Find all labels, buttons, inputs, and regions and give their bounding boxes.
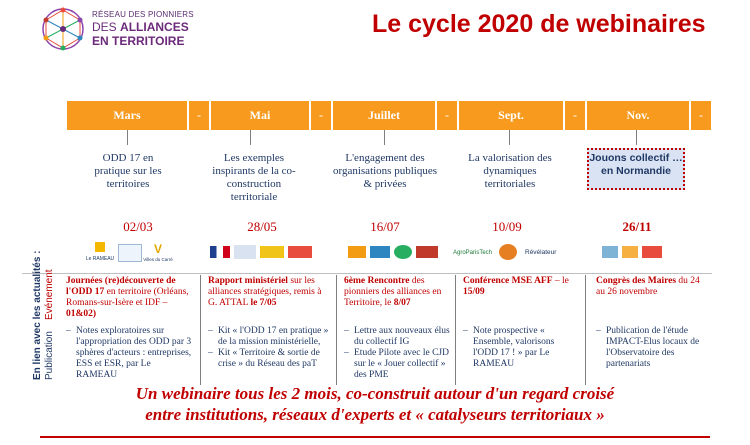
network-globe-icon — [40, 6, 86, 52]
connector-line — [127, 130, 128, 145]
le-rameau-logo-text: Le RAMEAU — [85, 256, 115, 262]
partner-logos-sept — [453, 242, 573, 264]
webinar-topic-juillet: L'engagement des organisations publiques & privées — [333, 152, 437, 190]
event-nov — [596, 276, 708, 298]
publication-text: Note prospective « Ensemble, valorisons l'ODD 17 ! » par Le RAMEAU — [473, 326, 555, 369]
connector-line — [384, 130, 385, 145]
timeline-month-mars: Mars — [113, 108, 141, 122]
partner-logos-nov — [602, 242, 682, 264]
event-date: 15/09 — [463, 287, 485, 297]
side-label-events: Evénement — [44, 269, 55, 320]
webinar-date-juillet: 16/07 — [370, 219, 400, 234]
event-mai — [208, 276, 332, 309]
brand-logo — [40, 6, 240, 52]
publication-text: Notes exploratoires sur l'appropriation des ODD par 3 sphères d'acteurs : entreprises, ESS et ESR, par Le RAMEAU — [76, 326, 192, 380]
publication-item: – Note prospective « Ensemble, valorisons l'ODD 17 ! » par Le RAMEAU — [463, 326, 579, 370]
partner-logo — [642, 246, 662, 258]
timeline-dash: - — [197, 108, 201, 122]
connector-line — [636, 130, 637, 145]
publication-item: – Notes exploratoires sur l'appropriation des ODD par 3 sphères d'acteurs : entreprises, ESS et ESR, par Le RAMEAU — [66, 326, 194, 381]
partner-logos-juillet — [348, 242, 448, 264]
timeline-month-juillet: Juillet — [368, 108, 400, 122]
event-detail: sur les alliances stratégiques, remis à G. ATTAL — [208, 276, 322, 308]
svg-text:V: V — [153, 242, 163, 256]
partner-logo — [348, 246, 366, 258]
event-title: Journées (re)découverte de l'ODD 17 — [66, 276, 176, 297]
column-divider — [200, 275, 201, 385]
publication-text: Kit « l'ODD 17 en pratique » de la mission ministérielle, — [218, 326, 329, 347]
event-detail: – le — [552, 276, 569, 286]
publication-text: Publication de l'étude IMPACT-Elus locaux de l'Observatoire des partenariats — [606, 326, 700, 369]
logo-line-2-prefix: DES — [92, 20, 117, 34]
event-title: Rapport ministériel — [208, 276, 288, 286]
event-date: le 7/05 — [250, 298, 277, 308]
partner-logo — [499, 244, 517, 260]
logo-line-2 — [92, 20, 189, 34]
logo-line-3: EN TERRITOIRE — [92, 34, 185, 48]
column-divider — [585, 275, 586, 385]
timeline-dash: - — [699, 108, 703, 122]
event-title: 6ème Rencontre — [344, 276, 410, 286]
timeline-bar — [67, 101, 711, 130]
publication-item: – Lettre aux nouveaux élus du collectif IG — [344, 326, 450, 347]
partner-logos-mai — [210, 242, 320, 264]
column-divider — [455, 275, 456, 385]
villes-du-carre-logo — [143, 242, 173, 262]
partner-logos-mars — [85, 242, 188, 264]
webinar-date-sept: 10/09 — [492, 219, 522, 234]
publications-nov — [596, 326, 708, 370]
column-divider — [336, 275, 337, 385]
partner-logo — [370, 246, 390, 258]
publications-juillet — [344, 326, 450, 381]
publication-text: Kit « Territoire & sortie de crise » du Réseau des paT — [218, 348, 320, 369]
webinar-date-mars: 02/03 — [123, 219, 153, 234]
publications-mai — [208, 326, 332, 370]
partner-logo — [260, 246, 284, 258]
timeline-month-mai: Mai — [249, 108, 271, 122]
event-juillet — [344, 276, 450, 309]
agroparistech-logo: AgroParisTech — [453, 250, 493, 256]
event-date: 01&02) — [66, 309, 97, 319]
side-label-context: En lien avec les actualités : — [32, 250, 43, 380]
publication-item: – Etude Pilote avec le CJD sur le « Jouer collectif » des PME — [344, 348, 449, 380]
timeline-month-nov: Nov. — [626, 108, 650, 122]
partner-logo — [288, 246, 312, 258]
timeline-dash: - — [319, 108, 323, 122]
footer-rule — [40, 436, 710, 438]
tagline-line-1: Un webinaire tous les 2 mois, co-construit autour d'un regard croisé — [135, 384, 615, 403]
event-title: Congrès des Maires — [596, 276, 677, 286]
publication-text: Lettre aux nouveaux élus du collectif IG — [354, 326, 450, 347]
logo-line-1: RÉSEAU DES PIONNIERS — [92, 10, 194, 19]
partner-logo — [622, 246, 638, 258]
webinar-topic-sept: La valorisation des dynamiques territoriales — [468, 152, 552, 190]
tagline-line-2: entre institutions, réseaux d'experts et « catalyseurs territoriaux » — [145, 405, 605, 424]
event-title: Conférence MSE AFF — [463, 276, 553, 286]
webinar-topic-mai: Les exemples inspirants de la co-construction territoriale — [212, 152, 296, 203]
event-detail: des pionniers des alliances en Territoire, le — [344, 276, 442, 308]
partner-logo — [234, 245, 256, 259]
connector-line — [250, 130, 251, 145]
partner-logo — [118, 244, 142, 262]
event-sept — [463, 276, 579, 298]
page-title: Le cycle 2020 de webinaires — [372, 10, 706, 38]
event-mars — [66, 276, 194, 320]
event-detail: en territoire (Orléans, Romans-sur-Isère et IDF – — [66, 287, 189, 308]
publication-item: – Publication de l'étude IMPACT-Elus locaux de l'Observatoire des partenariats — [596, 326, 708, 370]
webinar-topic-mars: ODD 17 en pratique sur les territoires — [94, 152, 162, 190]
section-divider — [22, 273, 712, 274]
timeline-dash: - — [445, 108, 449, 122]
connector-line — [509, 130, 510, 145]
webinar-date-nov: 26/11 — [622, 219, 652, 234]
webinar-date-mai: 28/05 — [247, 219, 277, 234]
logo-line-2-bold: ALLIANCES — [120, 20, 189, 34]
partner-logo — [394, 245, 412, 259]
timeline-dash: - — [573, 108, 577, 122]
publication-text: Etude Pilote avec le CJD sur le « Jouer collectif » des PME — [354, 348, 449, 380]
event-detail: du 24 au 26 novembre — [596, 276, 700, 297]
villes-du-carre-logo-text: Villes du Carré — [143, 257, 173, 262]
publications-mars — [66, 326, 194, 381]
french-flag-icon — [210, 246, 230, 258]
publication-item: – Kit « l'ODD 17 en pratique » de la mission ministérielle, — [208, 326, 332, 348]
event-date: 8/07 — [393, 298, 411, 308]
publication-item: – Kit « Territoire & sortie de crise » du Réseau des paT — [208, 348, 332, 370]
partner-logo — [602, 246, 618, 258]
timeline-month-sept: Sept. — [498, 108, 524, 122]
side-label-publication: Publication — [44, 331, 55, 380]
publications-sept — [463, 326, 579, 370]
tagline — [0, 383, 750, 425]
le-rameau-logo — [85, 242, 115, 262]
webinar-topic-nov-highlight: Jouons collectif … en Normandie — [587, 148, 685, 190]
partner-logo — [416, 246, 438, 258]
revelateur-logo: Révélateur — [525, 249, 557, 256]
